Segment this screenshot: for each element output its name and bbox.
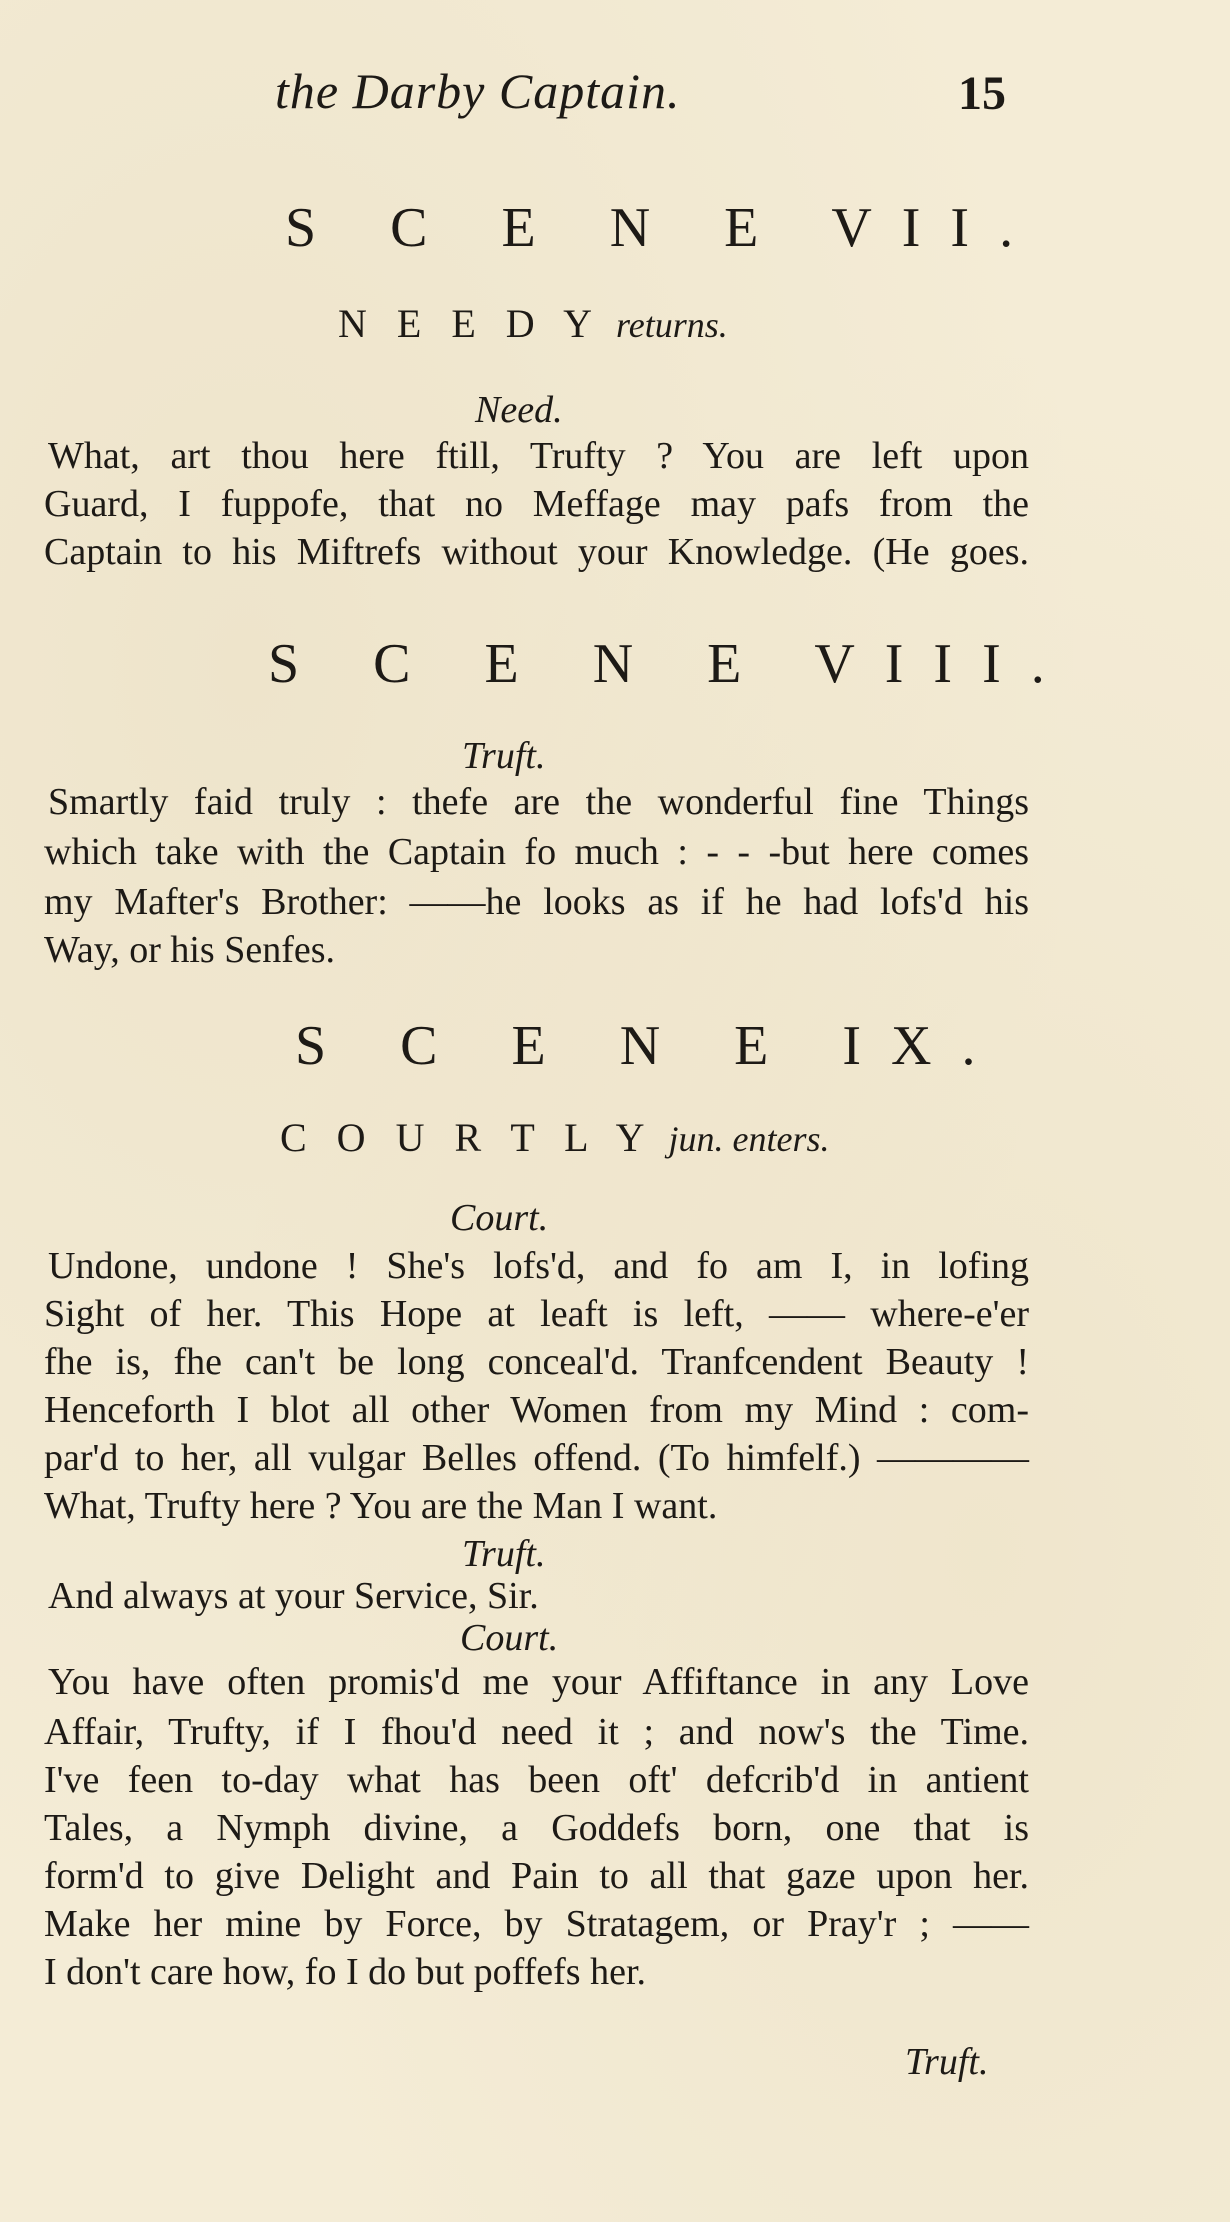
scene-7-heading: S C E N E VII. bbox=[285, 197, 1044, 259]
speaker-label: Need. bbox=[475, 389, 563, 431]
scene-9-stage-direction bbox=[280, 1114, 829, 1161]
speech-line: fhe is, fhe can't be long conceal'd. Tranfcendent Beauty ! bbox=[44, 1341, 1029, 1383]
speaker-label: Court. bbox=[460, 1617, 559, 1659]
speech-line: You have often promis'd me your Affiftance in any Love bbox=[48, 1661, 1029, 1703]
speech-line: I don't care how, fo I do but poffefs her. bbox=[44, 1951, 647, 1993]
running-title: the Darby Captain. bbox=[275, 63, 681, 119]
catchword: Truft. bbox=[905, 2041, 989, 2083]
speech-line: which take with the Captain fo much : - - -but here comes bbox=[44, 831, 1029, 873]
scene-8-heading: S C E N E VIII. bbox=[268, 633, 1075, 695]
speech-line: Undone, undone ! She's lofs'd, and fo am I, in lofing bbox=[48, 1245, 1029, 1287]
speech-line: Tales, a Nymph divine, a Goddefs born, one that is bbox=[44, 1807, 1029, 1849]
speech-line: What, art thou here ftill, Trufty ? You are left upon bbox=[48, 435, 1029, 477]
speech-line: What, Trufty here ? You are the Man I want. bbox=[44, 1485, 718, 1527]
speech-line: Sight of her. This Hope at leaft is left, —— where-e'er bbox=[44, 1293, 1029, 1335]
speech-line: Henceforth I blot all other Women from my Mind : com- bbox=[44, 1389, 1029, 1431]
speech-line: Smartly faid truly : thefe are the wonderful fine Things bbox=[48, 781, 1029, 823]
speaker-label: Court. bbox=[450, 1197, 549, 1239]
speech-line: Captain to his Miftrefs without your Knowledge. (He goes. bbox=[44, 531, 1029, 573]
speech-line: Guard, I fuppofe, that no Meffage may pafs from the bbox=[44, 483, 1029, 525]
page-number: 15 bbox=[958, 67, 1006, 120]
speech-line: Make her mine by Force, by Stratagem, or Pray'r ; —— bbox=[44, 1903, 1029, 1945]
character-name-needy: N E E D Y bbox=[338, 301, 603, 346]
speech-line: form'd to give Delight and Pain to all that gaze upon her. bbox=[44, 1855, 1029, 1897]
character-name-courtly: C O U R T L Y bbox=[280, 1115, 655, 1160]
speech-line: And always at your Service, Sir. bbox=[48, 1575, 539, 1617]
speech-line: I've feen to-day what has been oft' defcrib'd in antient bbox=[44, 1759, 1029, 1801]
stage-action: returns. bbox=[616, 305, 728, 345]
speech-line: Affair, Trufty, if I fhou'd need it ; and now's the Time. bbox=[44, 1711, 1029, 1753]
speech-line: par'd to her, all vulgar Belles offend. (To himfelf.) ———— bbox=[44, 1437, 1029, 1479]
scene-9-heading: S C E N E IX. bbox=[295, 1015, 1006, 1077]
speech-line: my Mafter's Brother: ——he looks as if he had lofs'd his bbox=[44, 881, 1029, 923]
speaker-label: Truft. bbox=[462, 1533, 546, 1575]
stage-action: jun. enters. bbox=[668, 1119, 830, 1159]
scene-7-stage-direction bbox=[338, 300, 728, 347]
speech-line: Way, or his Senfes. bbox=[44, 929, 336, 971]
speaker-label: Truft. bbox=[462, 735, 546, 777]
